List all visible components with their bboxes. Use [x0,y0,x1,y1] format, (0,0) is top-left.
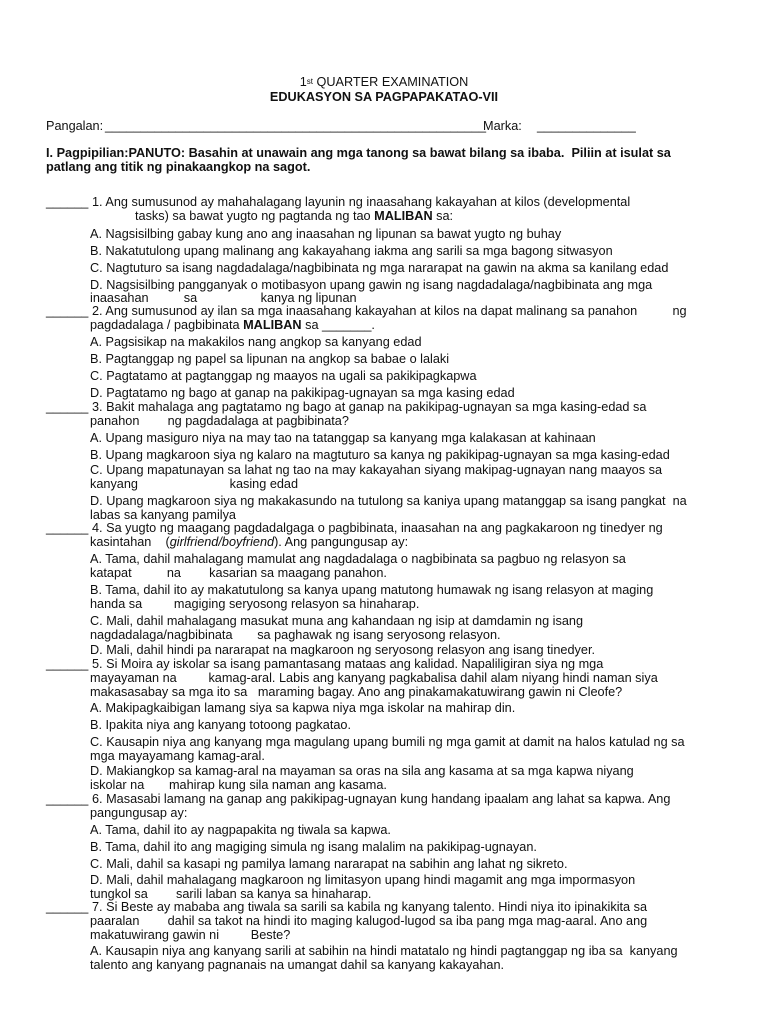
q5-choice-d-cont: iskolar na mahirap kung sila naman ang kasama. [90,778,387,792]
q6-choice-c: C. Mali, dahil sa kasapi ng pamilya lamang nararapat na sabihin ang lahat ng sikreto. [90,857,568,871]
answer-blank-q1: ______ [46,195,89,209]
q6-choice-d: D. Mali, dahil mahalagang magkaroon ng limitasyon upang hindi magamit ang mga impormasyon [90,873,636,887]
q1-choice-c: C. Nagtuturo sa isang nagdadalaga/nagbibinata ng mga nararapat na gawin na akma sa kanilang edad [90,261,669,275]
q2-choice-c: C. Pagtatamo at pagtanggap ng maayos na ugali sa pakikipagkapwa [90,369,477,383]
instructions-line-1: I. Pagpipilian:PANUTO: Basahin at unawain ang mga tanong sa bawat bilang sa ibaba. Piliin at isulat sa [46,146,671,160]
q3-choice-d: D. Upang magkaroon siya ng makakasundo na tutulong sa kaniya upang matanggap sa isang pangkat na [90,494,687,508]
answer-blank-q5: ______ [46,657,89,671]
q7-choice-a: A. Kausapin niya ang kanyang sarili at sabihin na hindi matatalo ng hindi pagtanggap ng iba sa kanyang [90,944,678,958]
q4-choice-b: B. Tama, dahil ito ay makatutulong sa kanya upang matutong humawak ng isang relasyon at maging [90,583,654,597]
exam-subject-title: EDUKASYON SA PAGPAPAKATAO-VII [269,90,499,104]
q1-choice-b: B. Nakatutulong upang malinang ang kakayahang iakma ang sarili sa mga bagong sitwasyon [90,244,613,258]
question-4-text-cont: kasintahan (girlfriend/boyfriend). Ang pangungusap ay: [90,535,409,549]
answer-blank-q2: ______ [46,304,89,318]
question-7-text-cont-2: makatuwirang gawin ni Beste? [90,928,291,942]
answer-blank-q4: ______ [46,521,89,535]
question-7-text-cont: paaralan dahil sa takot na hindi ito maging kalugod-lugod sa iba pang mga mag-aaral. Ano ang [90,914,648,928]
q4-choice-d: D. Mali, dahil hindi pa nararapat na magkaroon ng seryosong relasyon ang isang tinedyer. [90,643,595,657]
answer-blank-q7: ______ [46,900,89,914]
question-5-text-cont: mayayaman na kamag-aral. Labis ang kanyang pagkabalisa dahil alam niyang hindi naman siya [90,671,658,685]
q5-choice-b: B. Ipakita niya ang kanyang totoong pagkatao. [90,718,351,732]
question-1-text-cont: tasks) sa bawat yugto ng pagtanda ng tao MALIBAN sa: [135,209,454,223]
score-label: Marka: [483,119,522,133]
q5-choice-c-cont: mga mayayamang kamag-aral. [90,749,265,763]
question-7-text: 7. Si Beste ay mababa ang tiwala sa sarili sa kabila ng kanyang talento. Hindi niya ito ipinakikita sa [92,900,648,914]
score-blank: ______________ [537,119,636,133]
q1-choice-d: D. Nagsisilbing pangganyak o motibasyon upang gawin ng isang nagdadalaga/nagbibinata ang mga [90,278,653,292]
question-5-text-cont-2: makasasabay sa mga ito sa maraming bagay. Ano ang pinakamakatuwirang gawin ni Cleofe? [90,685,623,699]
question-2-text: 2. Ang sumusunod ay ilan sa mga inaasahang kakayahan at kilos na dapat malinang sa panahon ng [92,304,687,318]
question-5-text: 5. Si Moira ay iskolar sa isang pamantasang mataas ang kalidad. Napaliligiran siya ng mga [92,657,604,671]
q4-choice-a-cont: katapat na kasarian sa maagang panahon. [90,566,387,580]
question-6-text-cont: pangungusap ay: [90,806,188,820]
q2-choice-d: D. Pagtatamo ng bago at ganap na pakikipag-ugnayan sa mga kasing edad [90,386,515,400]
q4-choice-b-cont: handa sa magiging seryosong relasyon sa hinaharap. [90,597,420,611]
q4-choice-a: A. Tama, dahil mahalagang mamulat ang nagdadalaga o nagbibinata sa pagbuo ng relasyon sa [90,552,626,566]
q3-choice-d-cont: labas sa kanyang pamilya [90,508,236,522]
q4-choice-c-cont: nagdadalaga/nagbibinata sa paghawak ng isang seryosong relasyon. [90,628,501,642]
question-6-text: 6. Masasabi lamang na ganap ang pakikipag-ugnayan kung handang ipaalam ang lahat sa kapwa. Ang [92,792,671,806]
q1-choice-a: A. Nagsisilbing gabay kung ano ang inaasahan ng lipunan sa bawat yugto ng buhay [90,227,562,241]
question-2-text-cont: pagdadalaga / pagbibinata MALIBAN sa _______. [90,318,375,332]
question-3-text-cont: panahon ng pagdadalaga at pagbibinata? [90,414,349,428]
q3-choice-c-cont: kanyang kasing edad [90,477,299,491]
answer-blank-q3: ______ [46,400,89,414]
q4-choice-c: C. Mali, dahil mahalagang masukat muna ang kahandaan ng isip at damdamin ng isang [90,614,584,628]
q6-choice-d-cont: tungkol sa sarili laban sa kanya sa hinaharap. [90,887,372,901]
exam-quarter-title: 1st QUARTER EXAMINATION [299,75,469,89]
q2-choice-a: A. Pagsisikap na makakilos nang angkop sa kanyang edad [90,335,422,349]
q7-choice-a-cont: talento ang kanyang pagnanais na umangat dahil sa kanyang kakayahan. [90,958,505,972]
q3-choice-c: C. Upang mapatunayan sa lahat ng tao na may kakayahan siyang makipag-ugnayan nang maayos sa [90,463,663,477]
question-3-text: 3. Bakit mahalaga ang pagtatamo ng bago at ganap na pakikipag-ugnayan sa mga kasing-edad sa [92,400,647,414]
name-blank: ______________________________________________________ [105,119,487,133]
q5-choice-c: C. Kausapin niya ang kanyang mga magulang upang bumili ng mga gamit at damit na halos katulad ng sa [90,735,685,749]
q6-choice-b: B. Tama, dahil ito ang magiging simula ng isang malalim na pakikipag-ugnayan. [90,840,537,854]
answer-blank-q6: ______ [46,792,89,806]
q3-choice-b: B. Upang magkaroon siya ng kalaro na magtuturo sa kanya ng pakikipag-ugnayan sa mga kasing-edad [90,448,670,462]
question-4-text: 4. Sa yugto ng maagang pagdadalgaga o pagbibinata, inaasahan na ang pagkakaroon ng tinedyer ng [92,521,663,535]
q2-choice-b: B. Pagtanggap ng papel sa lipunan na angkop sa babae o lalaki [90,352,450,366]
q5-choice-d: D. Makiangkop sa kamag-aral na mayaman sa oras na sila ang kasama at sa mga kapwa niyang [90,764,634,778]
instructions-line-2: patlang ang titik ng pinakaangkop na sagot. [46,160,311,174]
question-1-text: 1. Ang sumusunod ay mahahalagang layunin ng inaasahang kakayahan at kilos (developmental [92,195,631,209]
q5-choice-a: A. Makipagkaibigan lamang siya sa kapwa niya mga iskolar na mahirap din. [90,701,516,715]
q3-choice-a: A. Upang masiguro niya na may tao na tatanggap sa kanyang mga kalakasan at kahinaan [90,431,596,445]
q1-choice-d-cont: inaasahan sa kanya ng lipunan [90,291,357,305]
name-label: Pangalan: [46,119,104,133]
q6-choice-a: A. Tama, dahil ito ay nagpapakita ng tiwala sa kapwa. [90,823,391,837]
